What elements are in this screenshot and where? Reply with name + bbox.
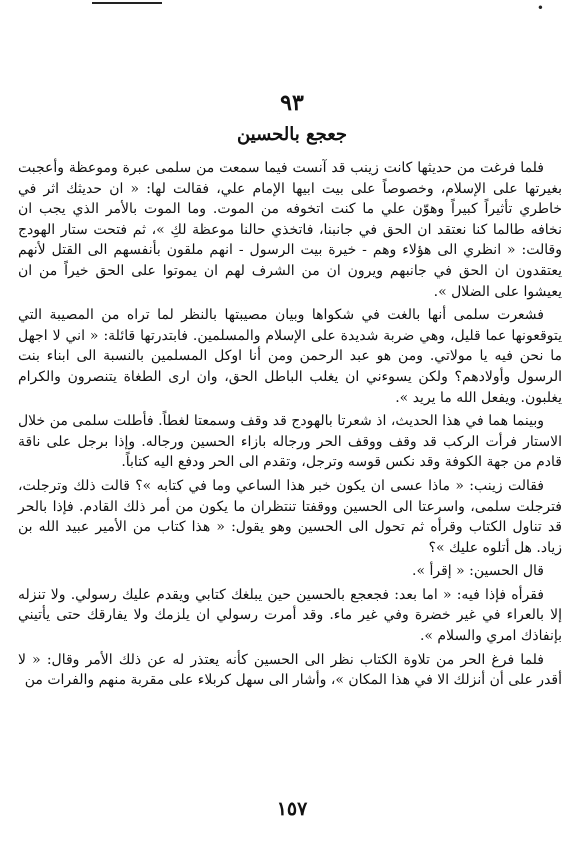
paragraph: فلما فرغ الحر من تلاوة الكتاب نظر الى الحسين كأنه يعتذر له عن ذلك الأمر وقال: « لا أقدر على أن أنزلك الا في هذا المكان »، وأشار الى سهل كربلاء على مقربة منهم والفرات من	[18, 651, 562, 689]
paragraph: فلما فرغت من حديثها كانت زينب قد آنست فيما سمعت من سلمى عبرة وموعظة وأعجبت بغيرتها على الإسلام، وخصوصاً على بيت ابيها الإمام علي، فقالت لها: « ان حديثك اثر في خاطري تأثيراً كبيراً وهوّن علي ما كنت اتخوفه من الموت. وما الموت بالأمر الذي يجب ان نخافه طالما كنا نعتقد ان الحق في جانبنا، فاتخذي حالنا موعظة لكِ »، ثم فتحت ستار الهودج وقالت: « انظري الى هؤلاء وهم - خيرة بيت الرسول - انهم ملقون بأنفسهم الى القتل لأنهم يعتقدون ان الحق في جانبهم ويرون ان من الشرف لهم ان يموتوا على الحق خيراً من ان يعيشوا على الضلال ».	[18, 160, 562, 300]
corner-mark: •	[536, 1, 544, 15]
paragraph: قال الحسين: « إقرأ ».	[412, 563, 544, 580]
page-number: ١٥٧	[276, 798, 308, 820]
chapter-number: ٩٣	[280, 90, 304, 116]
top-rule	[92, 2, 162, 4]
paragraph: فقالت زينب: « ماذا عسى ان يكون خبر هذا الساعي وما في كتابه »؟ قالت ذلك وترجلت، فترجلت سلمى، واسرعتا الى الحسين ووقفتا تنتظران ما يكون من أمر ذلك القادم. فإذا بالحر قد تناول الكتاب وقرأه ثم تحول الى الحسين وهو يقول: « هذا كتاب من الأمير عبيد الله بن زياد. هل أتلوه عليك »؟	[18, 477, 562, 556]
paragraph: وبينما هما في هذا الحديث، اذ شعرتا بالهودج قد وقف وسمعتا لغطاً. فأطلت سلمى من خلال الاستار فرأت الركب قد وقف ووقف الحر ورجاله بازاء الحسين ورجاله. وإذا برجل على ناقة قادم من جهة الكوفة وقد نكس قوسه وترجل، وتقدم الى الحر ودفع اليه كتاباً.	[18, 413, 562, 471]
paragraph: فقرأه فإذا فيه: « اما بعد: فجعجع بالحسين حين يبلغك كتابي ويقدم عليك رسولي. ولا تنزله إلا بالعراء في غير خضرة وفي غير ماء. وقد أمرت رسولي ان يلزمك ولا يفارقك حتى يأتيني بإنفاذك امري والسلام ».	[18, 586, 562, 645]
paragraph: فشعرت سلمى أنها بالغت في شكواها وبيان مصيبتها بالنظر لما تراه من المصيبة التي يتوقعونها عما قليل، وهي ضربة شديدة على الإسلام والمسلمين. فابتدرتها قائلة: « اني لا اجهل ما نحن فيه يا مولاتي. ومن هو عبد الرحمن ومن أنا اوكل المسلمين بالنسبة الى ابناء بنت الرسول وأولادهم؟ ولكن يسوءني ان يغلب الباطل الحق، وان ارى الطغاة يتنصرون والكرام يغلبون. ويفعل الله ما يريد ».	[18, 307, 562, 406]
chapter-title: جعجع بالحسين	[236, 124, 348, 145]
body-text	[18, 158, 562, 694]
